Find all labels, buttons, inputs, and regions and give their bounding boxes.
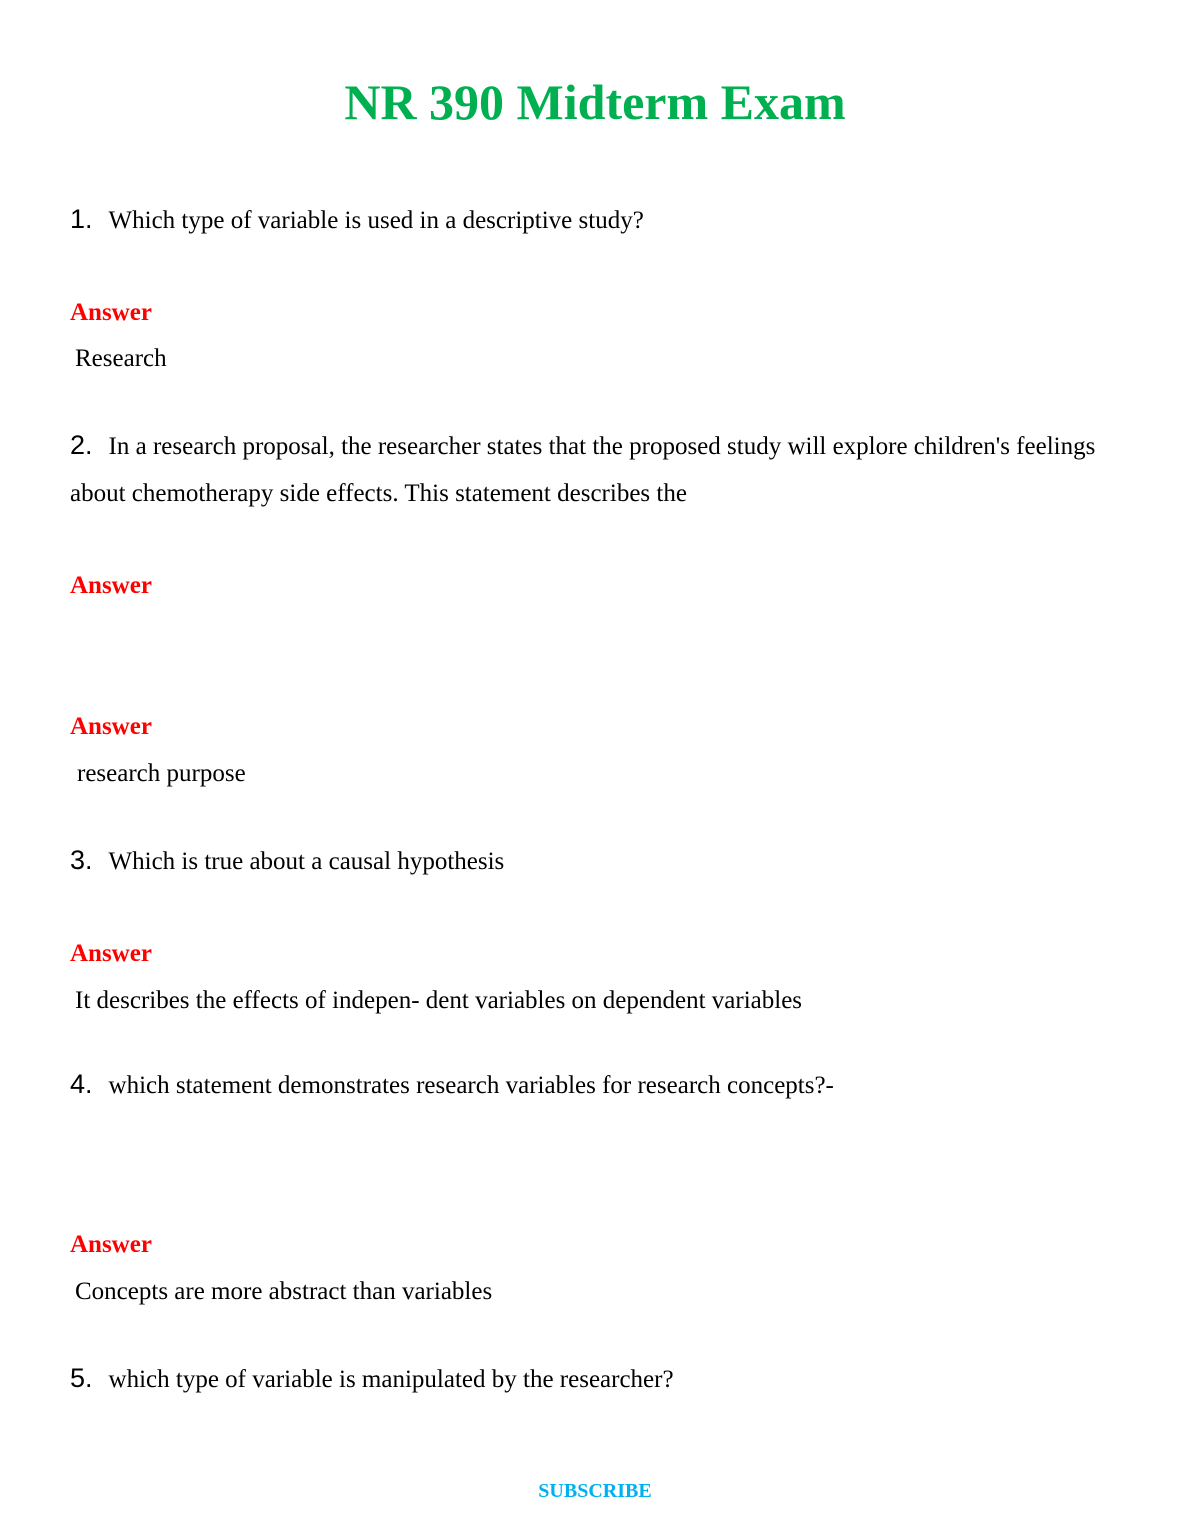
question-number: 4.: [70, 1069, 93, 1099]
answer-label: Answer: [70, 940, 152, 967]
question-text: Which is true about a causal hypothesis: [108, 848, 505, 875]
question-text: which type of variable is manipulated by the researcher?: [108, 1366, 674, 1393]
page-title: NR 390 Midterm Exam: [344, 74, 846, 130]
question-number: 2.: [70, 430, 93, 460]
answer-label: Answer: [70, 713, 152, 740]
question-text: In a research proposal, the researcher states that the proposed study will explore children's feelings about chemotherapy side effects. This statement describes the: [70, 433, 1096, 507]
question-5: [70, 1355, 1120, 1403]
answer-text: Research: [75, 345, 167, 372]
question-2: [70, 422, 1120, 517]
answer-label: Answer: [70, 1231, 152, 1258]
question-4: [70, 1061, 1120, 1109]
question-3: [70, 837, 1120, 885]
subscribe-link[interactable]: SUBSCRIBE: [538, 1480, 652, 1502]
answer-text: research purpose: [77, 760, 246, 787]
answer-text: It describes the effects of indepen- dent variables on dependent variables: [75, 987, 803, 1014]
question-text: which statement demonstrates research variables for research concepts?-: [108, 1072, 834, 1099]
answer-text: Concepts are more abstract than variables: [75, 1278, 493, 1305]
answer-label: Answer: [70, 299, 152, 326]
question-1: [70, 196, 1120, 244]
answer-label: Answer: [70, 572, 152, 599]
question-number: 3.: [70, 845, 93, 875]
question-number: 1.: [70, 204, 93, 234]
question-text: Which type of variable is used in a descriptive study?: [108, 207, 644, 234]
question-number: 5.: [70, 1363, 93, 1393]
